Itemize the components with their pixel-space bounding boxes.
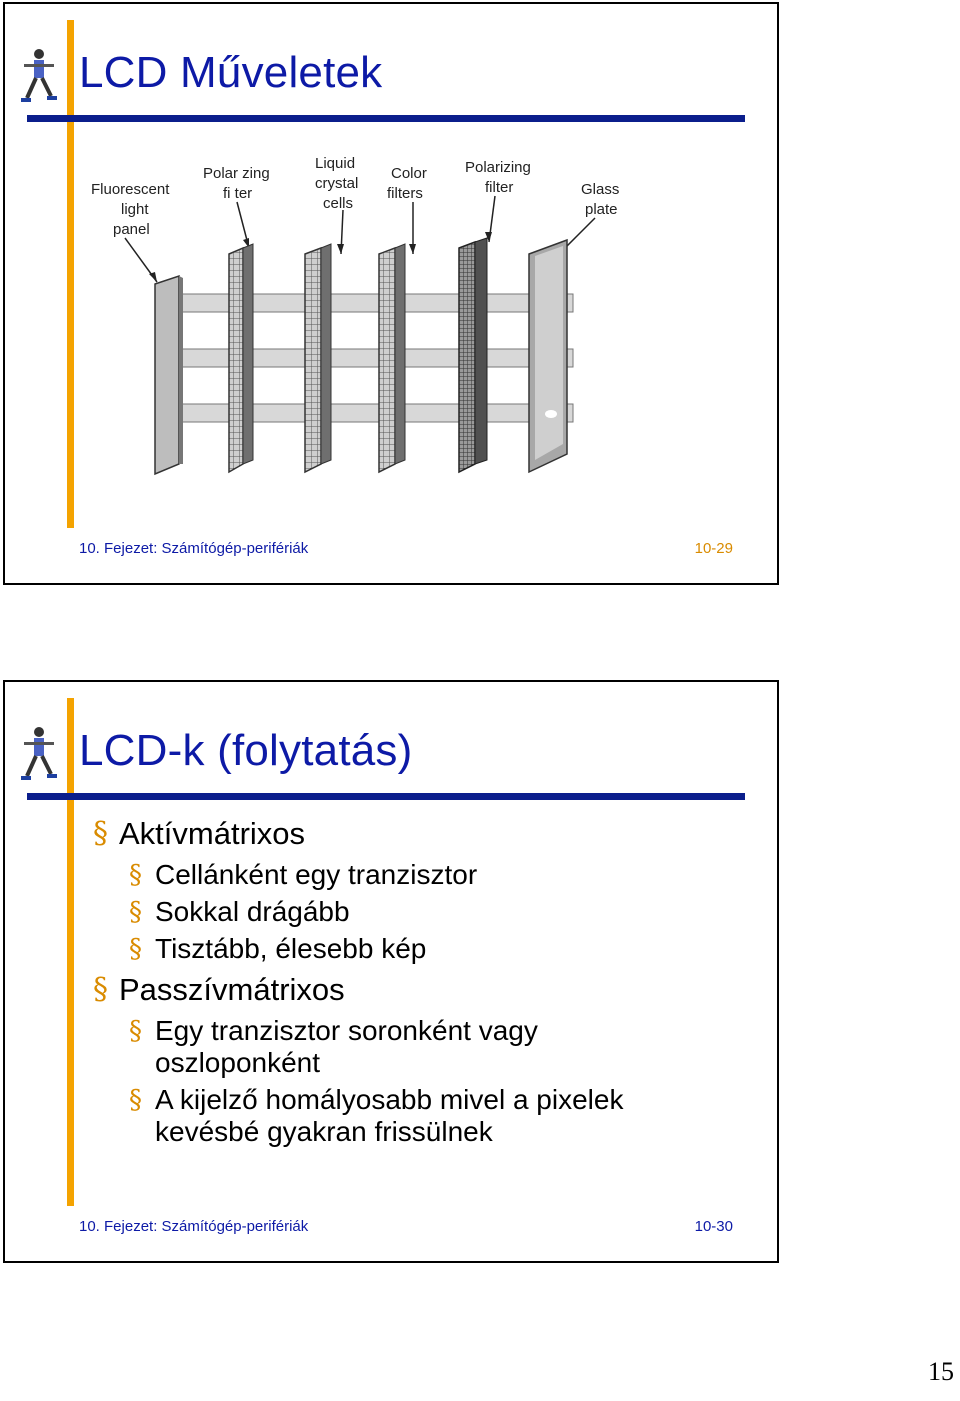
- svg-text:plate: plate: [585, 201, 618, 218]
- page-number: 15: [928, 1357, 954, 1386]
- svg-text:Liquid: Liquid: [315, 155, 356, 172]
- svg-text:filters: filters: [387, 185, 423, 202]
- svg-text:Fluorescent: Fluorescent: [91, 181, 170, 198]
- svg-text:panel: panel: [113, 221, 150, 238]
- svg-text:fi ter: fi ter: [223, 185, 253, 202]
- bullet-mark-icon: §: [93, 972, 108, 1007]
- svg-text:Polarizing: Polarizing: [465, 159, 531, 176]
- bullet-mark-icon: §: [129, 934, 142, 964]
- footer-chapter: 10. Fejezet: Számítógép-perifériák: [79, 1218, 309, 1235]
- bullet-mark-icon: §: [129, 1016, 142, 1046]
- footer-slide-number: 10-30: [694, 1218, 733, 1235]
- svg-text:light: light: [121, 201, 149, 218]
- svg-text:Glass: Glass: [581, 181, 620, 198]
- footer-chapter: 10. Fejezet: Számítógép-perifériák: [79, 540, 309, 557]
- label-color-filters: [387, 165, 427, 202]
- bullet-item: § Aktívmátrixos: [89, 814, 769, 854]
- sub-bullet-item: § Sokkal drágább: [129, 896, 350, 927]
- title-rule: [27, 793, 745, 800]
- slide-title: LCD-k (folytatás): [79, 726, 413, 775]
- label-fluorescent: [91, 181, 170, 238]
- accent-bar: [67, 20, 74, 528]
- svg-text:cells: cells: [323, 195, 354, 212]
- footer-slide-number: 10-29: [694, 540, 733, 557]
- bullet-list: [89, 810, 769, 1153]
- bullet-mark-icon: §: [129, 897, 142, 927]
- bullet-item: § Passzívmátrixos: [89, 970, 769, 1010]
- svg-text:Polar zing: Polar zing: [203, 165, 270, 182]
- label-polarizing-filter-2: [465, 159, 531, 196]
- slide-10-30: [3, 680, 779, 1263]
- label-liquid-crystal: [315, 155, 358, 212]
- accent-bar: [67, 698, 74, 1206]
- sub-bullet-item: § Egy tranzisztor soronként vagy oszloponként: [129, 1015, 538, 1078]
- slide-10-29: [3, 2, 779, 585]
- label-glass-plate: [581, 181, 619, 218]
- bullet-mark-icon: §: [129, 860, 142, 890]
- lcd-layers-diagram: [83, 144, 643, 489]
- svg-text:filter: filter: [485, 179, 514, 196]
- slide-title: LCD Műveletek: [79, 48, 383, 97]
- sub-bullet-item: § Cellánként egy tranzisztor: [129, 859, 478, 890]
- light-panel: [155, 276, 179, 474]
- sub-bullet-item: § Tisztább, élesebb kép: [129, 933, 427, 964]
- runner-logo-icon: [19, 724, 59, 784]
- bullet-mark-icon: §: [129, 1085, 142, 1115]
- label-polarizing-filter-1: [203, 165, 270, 202]
- svg-text:crystal: crystal: [315, 175, 359, 192]
- svg-text:Color: Color: [391, 165, 427, 182]
- title-rule: [27, 115, 745, 122]
- bullet-mark-icon: §: [93, 816, 108, 851]
- runner-logo-icon: [19, 46, 59, 106]
- sub-bullet-item: § A kijelző homályosabb mivel a pixelek kevésbé gyakran frissülnek: [129, 1084, 624, 1147]
